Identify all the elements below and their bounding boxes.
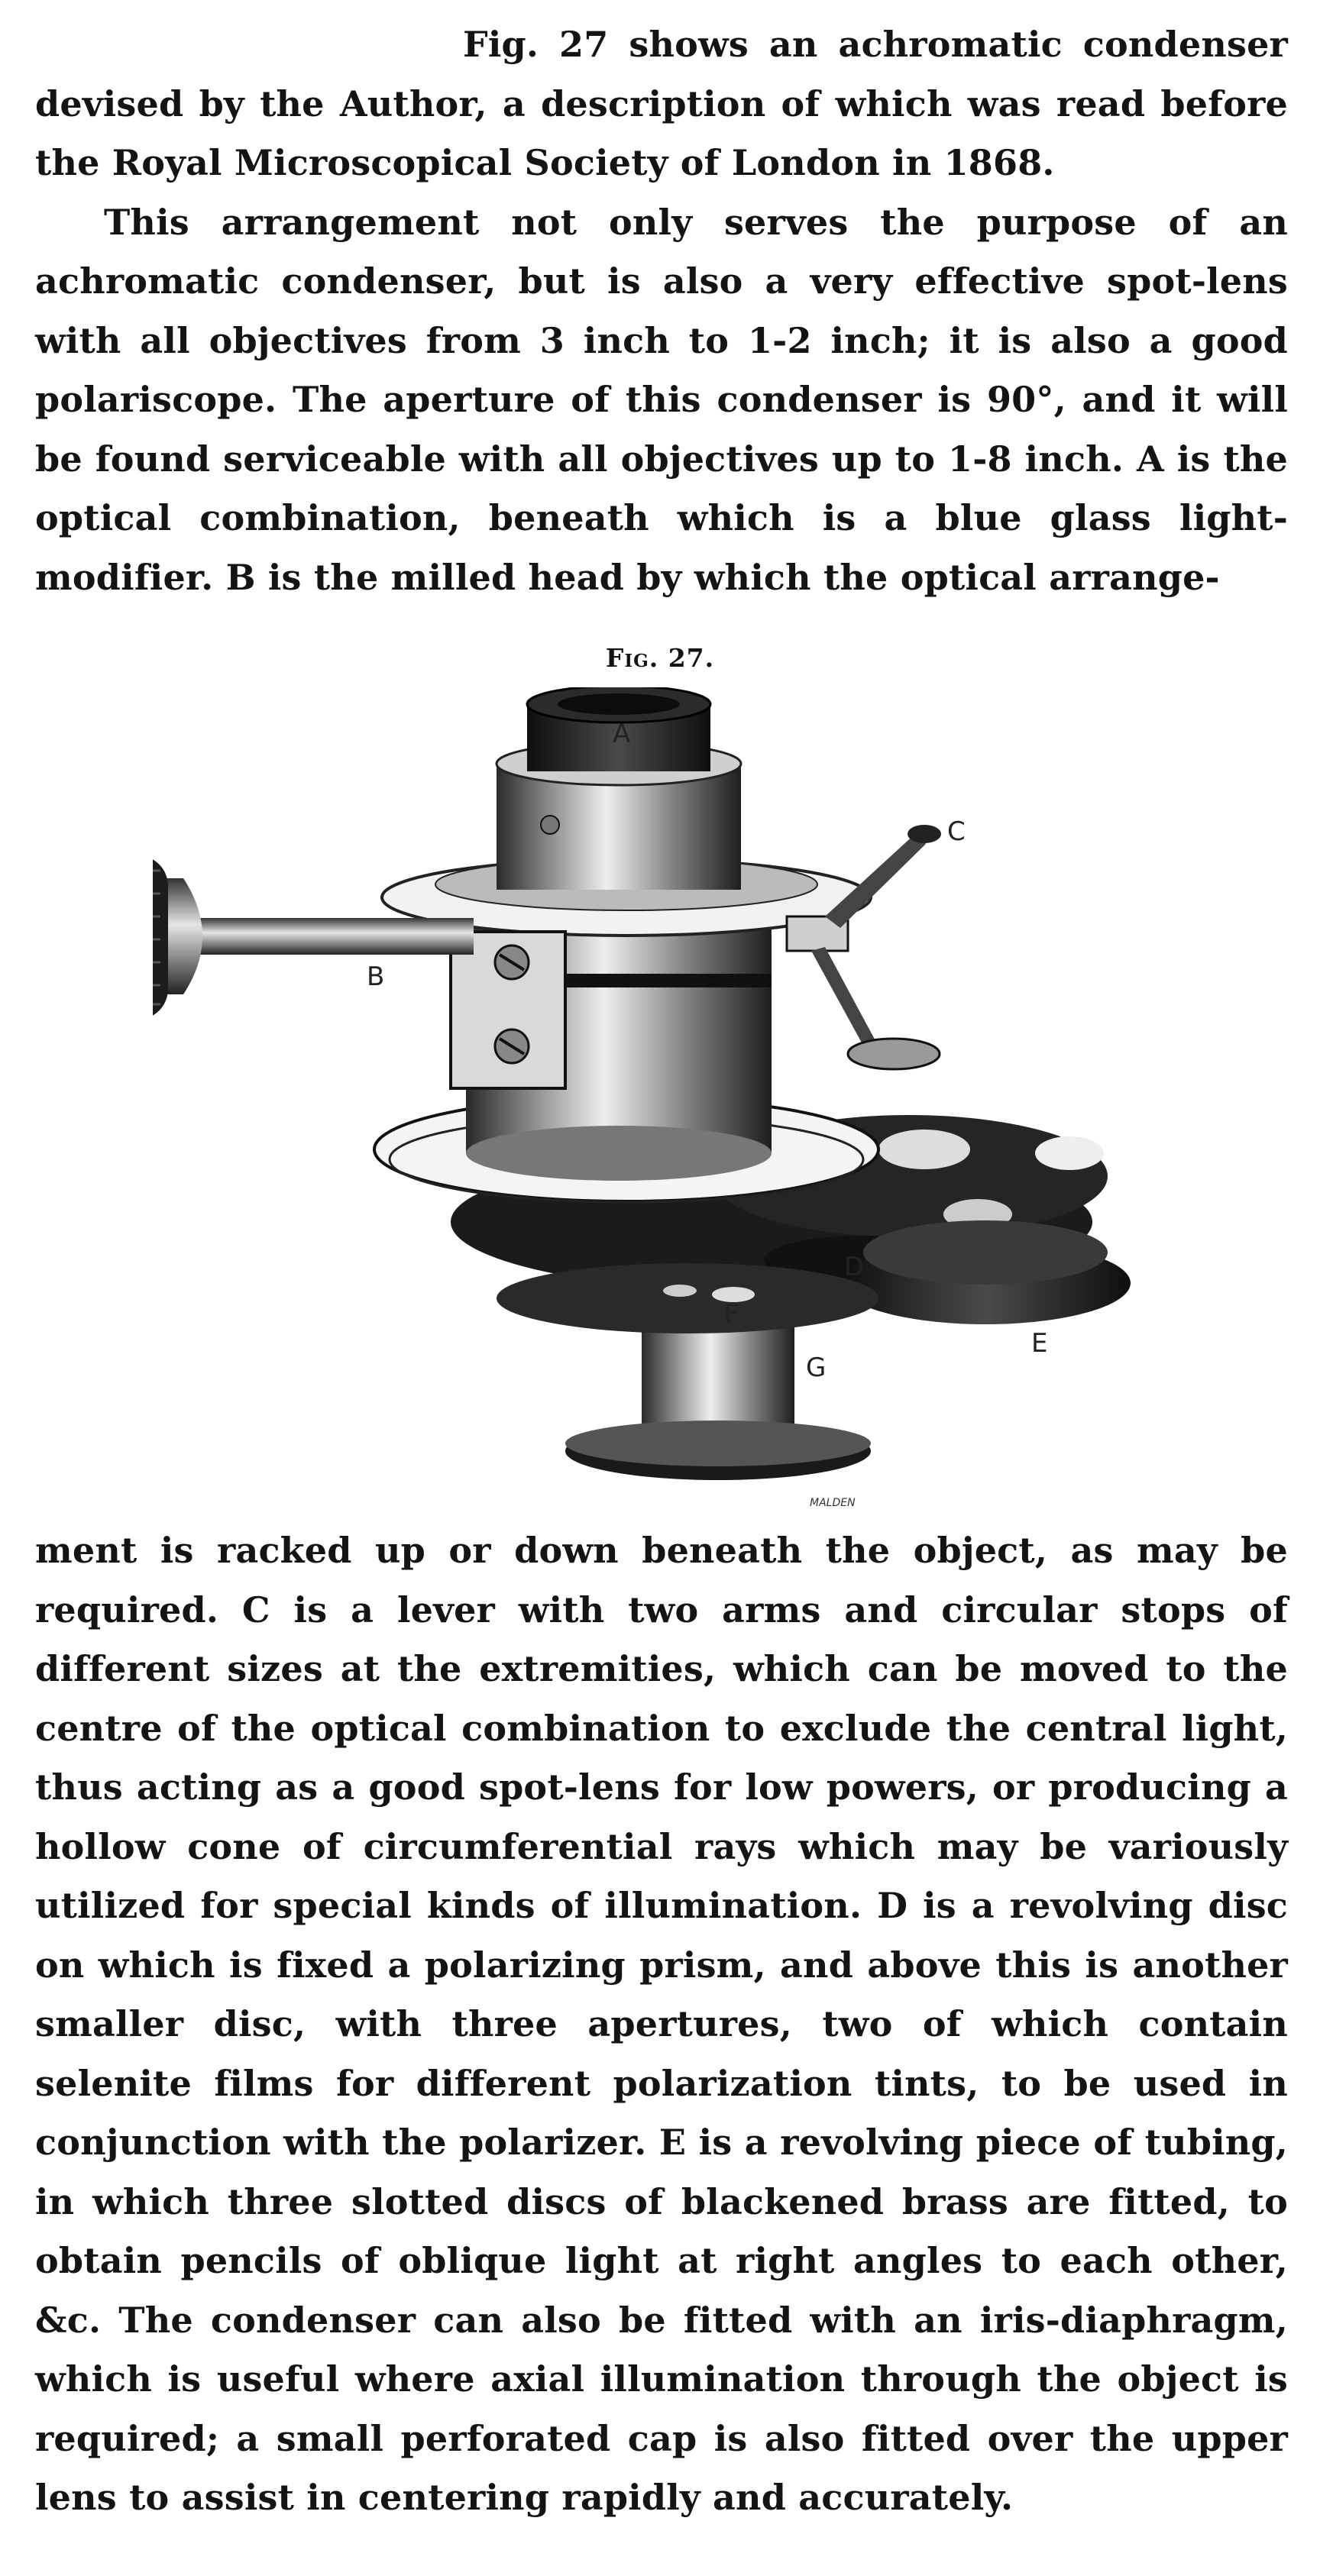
lever-c [787,825,941,1069]
label-d: D [844,1252,865,1282]
condenser-engraving [153,687,1299,1520]
plate-f [497,1263,878,1333]
revolving-tubing-e [840,1220,1131,1324]
top-text-block [35,15,1288,607]
figure-caption: Fig. 27. [605,643,715,673]
engraver-signature: MALDEN [810,1497,856,1509]
label-f: F [724,1299,739,1330]
bottom-text-block [35,1521,1288,2528]
paragraph-description: This arrangement not only serves the purpose of an achromatic condenser, but is also a very effective spot-lens with all objectives from 3 inch to 1-2 inch; it is also a good polariscope. The aperture of this condenser is 90°, and it will be found serviceable with all objectives up to 1-8 inch. A is the optical combination, beneath which is a blue glass light-modifier. B is the milled head by which the optical arrange- [35,201,1288,598]
paragraph-continuation: ment is racked up or down beneath the object, as may be required. C is a lever with two arms and circular stops of different sizes at the extremities, which can be moved to the centre of the optical combination to exclude the central light, thus acting as a good spot-lens for low powers, or producing a hollow cone of circumferential rays which may be variously utilized for special kinds of illumination. D is a revolving disc on which is fixed a polarizing prism, and above this is another smaller disc, with three apertures, two of which contain selenite films for different polarization tints, to be used in conjunction with the polarizer. E is a revolving piece of tubing, in which three slotted discs of blackened brass are fitted, to obtain pencils of oblique light at right angles to each other, &c. The condenser can also be fitted with an iris-diaphragm, which is useful where axial illumination through the object is required; a small perforated cap is also fitted over the upper lens to assist in centering rapidly and accurately. [35,1530,1288,2518]
paragraph-intro: Fig. 27 shows an achromatic condenser devised by the Author, a description of which was read before the Royal Microscopical Society of London in 1868. [35,24,1288,183]
label-c: C [947,816,966,847]
condenser-illustration [153,687,1299,1520]
label-b: B [367,962,385,992]
label-e: E [1031,1328,1048,1359]
label-a: A [613,719,631,749]
label-g: G [806,1353,827,1383]
